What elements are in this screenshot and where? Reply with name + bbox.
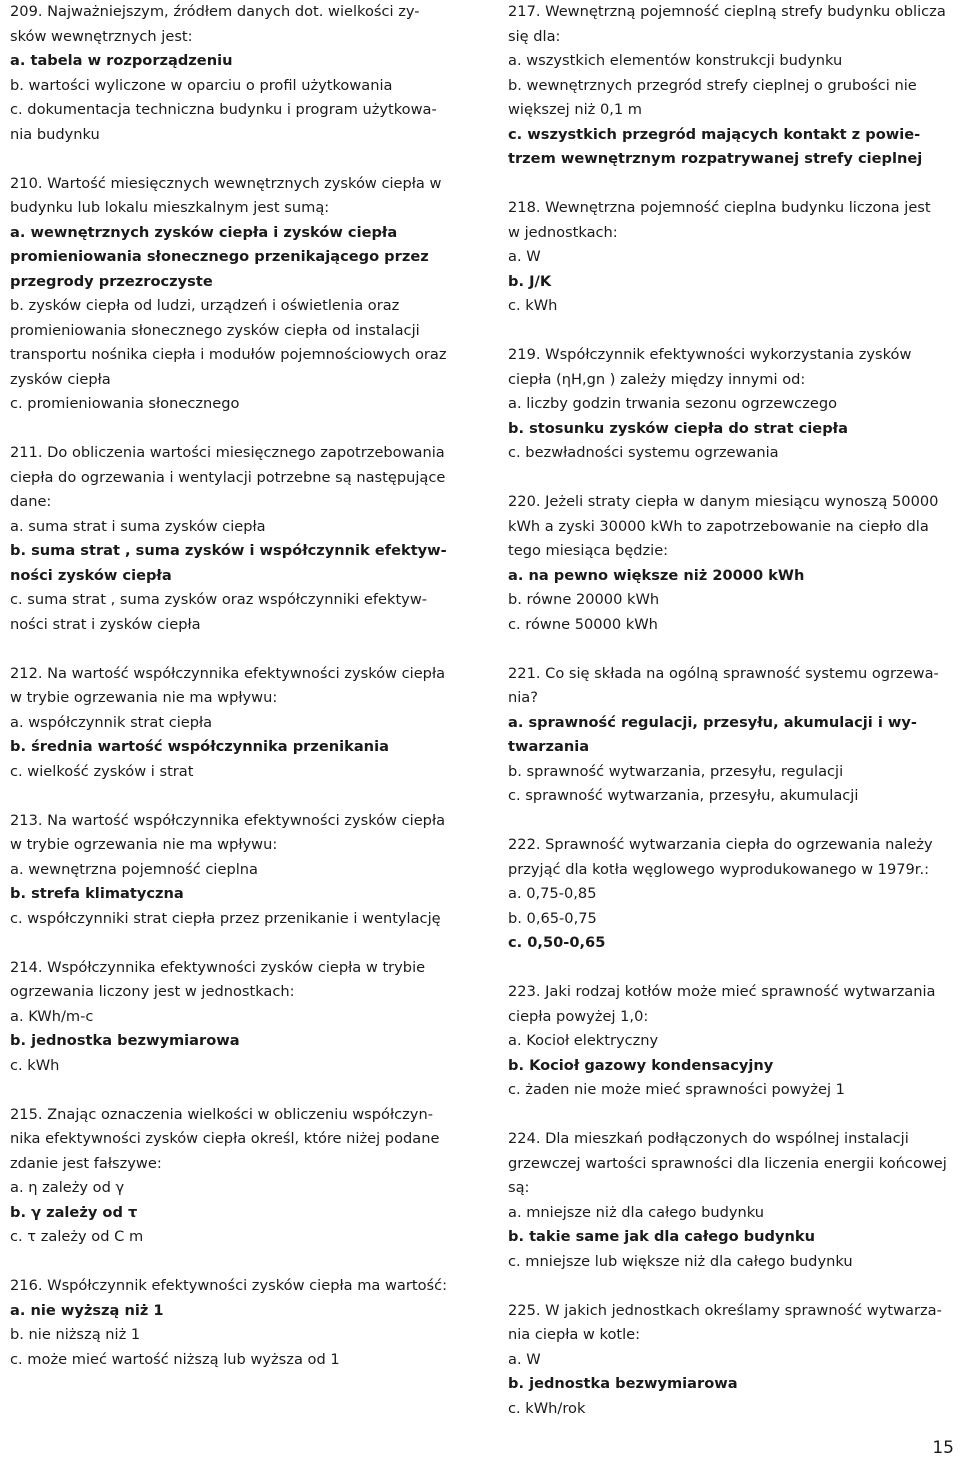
question-text: 225. W jakich jednostkach określamy sprawność wytwarza- nia ciepła w kotle:	[508, 1301, 942, 1343]
answer-option-correct: a. na pewno większe niż 20000 kWh	[508, 566, 805, 584]
answer-option: a. KWh/m-c	[10, 1007, 94, 1025]
answer-option: a. Kocioł elektryczny	[508, 1032, 659, 1049]
answer-option: b. 0,65-0,75	[508, 909, 597, 927]
answer-option: b. nie niższą niż 1	[10, 1326, 141, 1343]
answer-option-correct: b. takie same jak dla całego budynku	[508, 1228, 815, 1245]
answer-option: b. zysków ciepła od ludzi, urządzeń i oświetlenia oraz promieniowania słonecznego zysków ciepła od instalacji transportu nośnika ciepła i modułów pojemnościowych oraz zysków ciepła	[10, 297, 447, 388]
question-text: 221. Co się składa na ogólną sprawność systemu ogrzewa- nia?	[508, 664, 939, 706]
question-text: 210. Wartość miesięcznych wewnętrznych zysków ciepła w budynku lub lokalu mieszkalnym jest sumą:	[10, 174, 442, 216]
question-block	[508, 196, 958, 319]
question-block	[10, 0, 460, 147]
left-column	[10, 0, 460, 1397]
question-block	[10, 441, 460, 637]
question-text: 216. Współczynnik efektywności zysków ciepła ma wartość:	[10, 1277, 448, 1294]
answer-option-correct: b. suma strat , suma zysków i współczynnik efektyw- ności zysków ciepła	[10, 542, 447, 584]
question-block	[10, 1274, 460, 1372]
answer-option: a. wewnętrzna pojemność cieplna	[10, 860, 258, 878]
page-number: 15	[932, 1437, 954, 1458]
question-text: 222. Sprawność wytwarzania ciepła do ogrzewania należy przyjąć dla kotła węglowego wyprodukowanego w 1979r.:	[508, 836, 933, 878]
answer-option: c. dokumentacja techniczna budynku i program użytkowa- nia budynku	[10, 101, 437, 143]
answer-option-correct: a. wewnętrznych zysków ciepła i zysków ciepła promieniowania słonecznego przenikającego przez przegrody przezroczyste	[10, 223, 429, 290]
question-text: 219. Współczynnik efektywności wykorzystania zysków ciepła (ηH,gn ) zależy między innymi od:	[508, 346, 912, 388]
question-block	[508, 490, 958, 637]
answer-option: a. mniejsze niż dla całego budynku	[508, 1203, 764, 1221]
question-text: 218. Wewnętrzna pojemność cieplna budynku liczona jest w jednostkach:	[508, 199, 931, 241]
question-block	[10, 172, 460, 417]
answer-option: c. może mieć wartość niższą lub wyższa od 1	[10, 1350, 340, 1368]
answer-option: c. suma strat , suma zysków oraz współczynniki efektyw- ności strat i zysków ciepła	[10, 591, 428, 633]
answer-option-correct: b. stosunku zysków ciepła do strat ciepła	[508, 419, 848, 437]
answer-option: a. 0,75-0,85	[508, 885, 597, 902]
question-text: 224. Dla mieszkań podłączonych do wspólnej instalacji grzewczej wartości sprawności dla liczenia energii końcowej są:	[508, 1130, 947, 1196]
answer-option-correct: a. nie wyższą niż 1	[10, 1301, 164, 1319]
answer-option: a. wszystkich elementów konstrukcji budynku	[508, 52, 843, 69]
answer-option: a. współczynnik strat ciepła	[10, 713, 213, 731]
question-block	[10, 956, 460, 1079]
answer-option-correct: b. J/K	[508, 272, 552, 290]
answer-option: b. wartości wyliczone w oparciu o profil użytkowania	[10, 76, 393, 94]
question-block	[10, 1103, 460, 1250]
question-text: 220. Jeżeli straty ciepła w danym miesiącu wynoszą 50000 kWh a zyski 30000 kWh to zapotrzebowanie na ciepło dla tego miesiąca będzie:	[508, 493, 939, 559]
question-block	[508, 662, 958, 809]
question-block	[508, 1127, 958, 1274]
answer-option: c. żaden nie może mieć sprawności powyżej 1	[508, 1081, 845, 1098]
answer-option-correct: b. γ zależy od τ	[10, 1203, 138, 1221]
answer-option: c. τ zależy od C m	[10, 1228, 144, 1245]
answer-option-correct: c. 0,50-0,65	[508, 934, 606, 951]
answer-option: c. promieniowania słonecznego	[10, 395, 240, 412]
question-text: 214. Współczynnika efektywności zysków ciepła w trybie ogrzewania liczony jest w jednostkach:	[10, 958, 426, 1000]
answer-option-correct: a. tabela w rozporządzeniu	[10, 52, 233, 69]
answer-option: a. W	[508, 1350, 541, 1368]
answer-option: b. wewnętrznych przegród strefy cieplnej o grubości nie większej niż 0,1 m	[508, 76, 917, 118]
answer-option: a. W	[508, 248, 541, 265]
question-block	[10, 662, 460, 785]
answer-option: a. suma strat i suma zysków ciepła	[10, 517, 266, 535]
answer-option: c. kWh	[10, 1056, 60, 1074]
question-text: 223. Jaki rodzaj kotłów może mieć sprawność wytwarzania ciepła powyżej 1,0:	[508, 983, 936, 1025]
question-block	[508, 980, 958, 1103]
question-text: 209. Najważniejszym, źródłem danych dot. wielkości zy- sków wewnętrznych jest:	[10, 3, 420, 45]
answer-option: a. liczby godzin trwania sezonu ogrzewczego	[508, 395, 838, 412]
question-block	[508, 0, 958, 172]
question-text: 211. Do obliczenia wartości miesięcznego zapotrzebowania ciepła do ogrzewania i wentylacji potrzebne są następujące dane:	[10, 444, 446, 510]
answer-option: c. sprawność wytwarzania, przesyłu, akumulacji	[508, 787, 859, 804]
answer-option: b. równe 20000 kWh	[508, 591, 660, 608]
answer-option-correct: b. Kocioł gazowy kondensacyjny	[508, 1056, 774, 1074]
right-column	[508, 0, 958, 1446]
answer-option: c. mniejsze lub większe niż dla całego budynku	[508, 1252, 853, 1270]
answer-option-correct: b. jednostka bezwymiarowa	[10, 1032, 240, 1049]
answer-option-correct: c. wszystkich przegród mających kontakt z powie- trzem wewnętrznym rozpatrywanej strefy cieplnej	[508, 125, 923, 167]
answer-option-correct: b. jednostka bezwymiarowa	[508, 1375, 738, 1392]
answer-option: c. kWh	[508, 297, 558, 314]
question-block	[508, 833, 958, 956]
answer-option: a. η zależy od γ	[10, 1179, 125, 1196]
answer-option-correct: b. średnia wartość współczynnika przenikania	[10, 738, 389, 755]
answer-option-correct: b. strefa klimatyczna	[10, 885, 184, 902]
question-block	[508, 343, 958, 466]
question-text: 212. Na wartość współczynnika efektywności zysków ciepła w trybie ogrzewania nie ma wpływu:	[10, 664, 446, 706]
answer-option: c. kWh/rok	[508, 1399, 586, 1417]
answer-option: c. wielkość zysków i strat	[10, 762, 194, 780]
answer-option: c. współczynniki strat ciepła przez przenikanie i wentylację	[10, 909, 441, 927]
question-text: 217. Wewnętrzną pojemność cieplną strefy budynku oblicza się dla:	[508, 3, 946, 45]
question-block	[508, 1299, 958, 1422]
question-block	[10, 809, 460, 932]
answer-option: c. bezwładności systemu ogrzewania	[508, 444, 779, 461]
question-text: 215. Znając oznaczenia wielkości w obliczeniu współczyn- nika efektywności zysków ciepła określ, które niżej podane zdanie jest fałszywe:	[10, 1105, 440, 1172]
answer-option-correct: a. sprawność regulacji, przesyłu, akumulacji i wy- twarzania	[508, 713, 917, 755]
answer-option: c. równe 50000 kWh	[508, 615, 658, 633]
answer-option: b. sprawność wytwarzania, przesyłu, regulacji	[508, 762, 844, 780]
question-text: 213. Na wartość współczynnika efektywności zysków ciepła w trybie ogrzewania nie ma wpływu:	[10, 811, 446, 853]
